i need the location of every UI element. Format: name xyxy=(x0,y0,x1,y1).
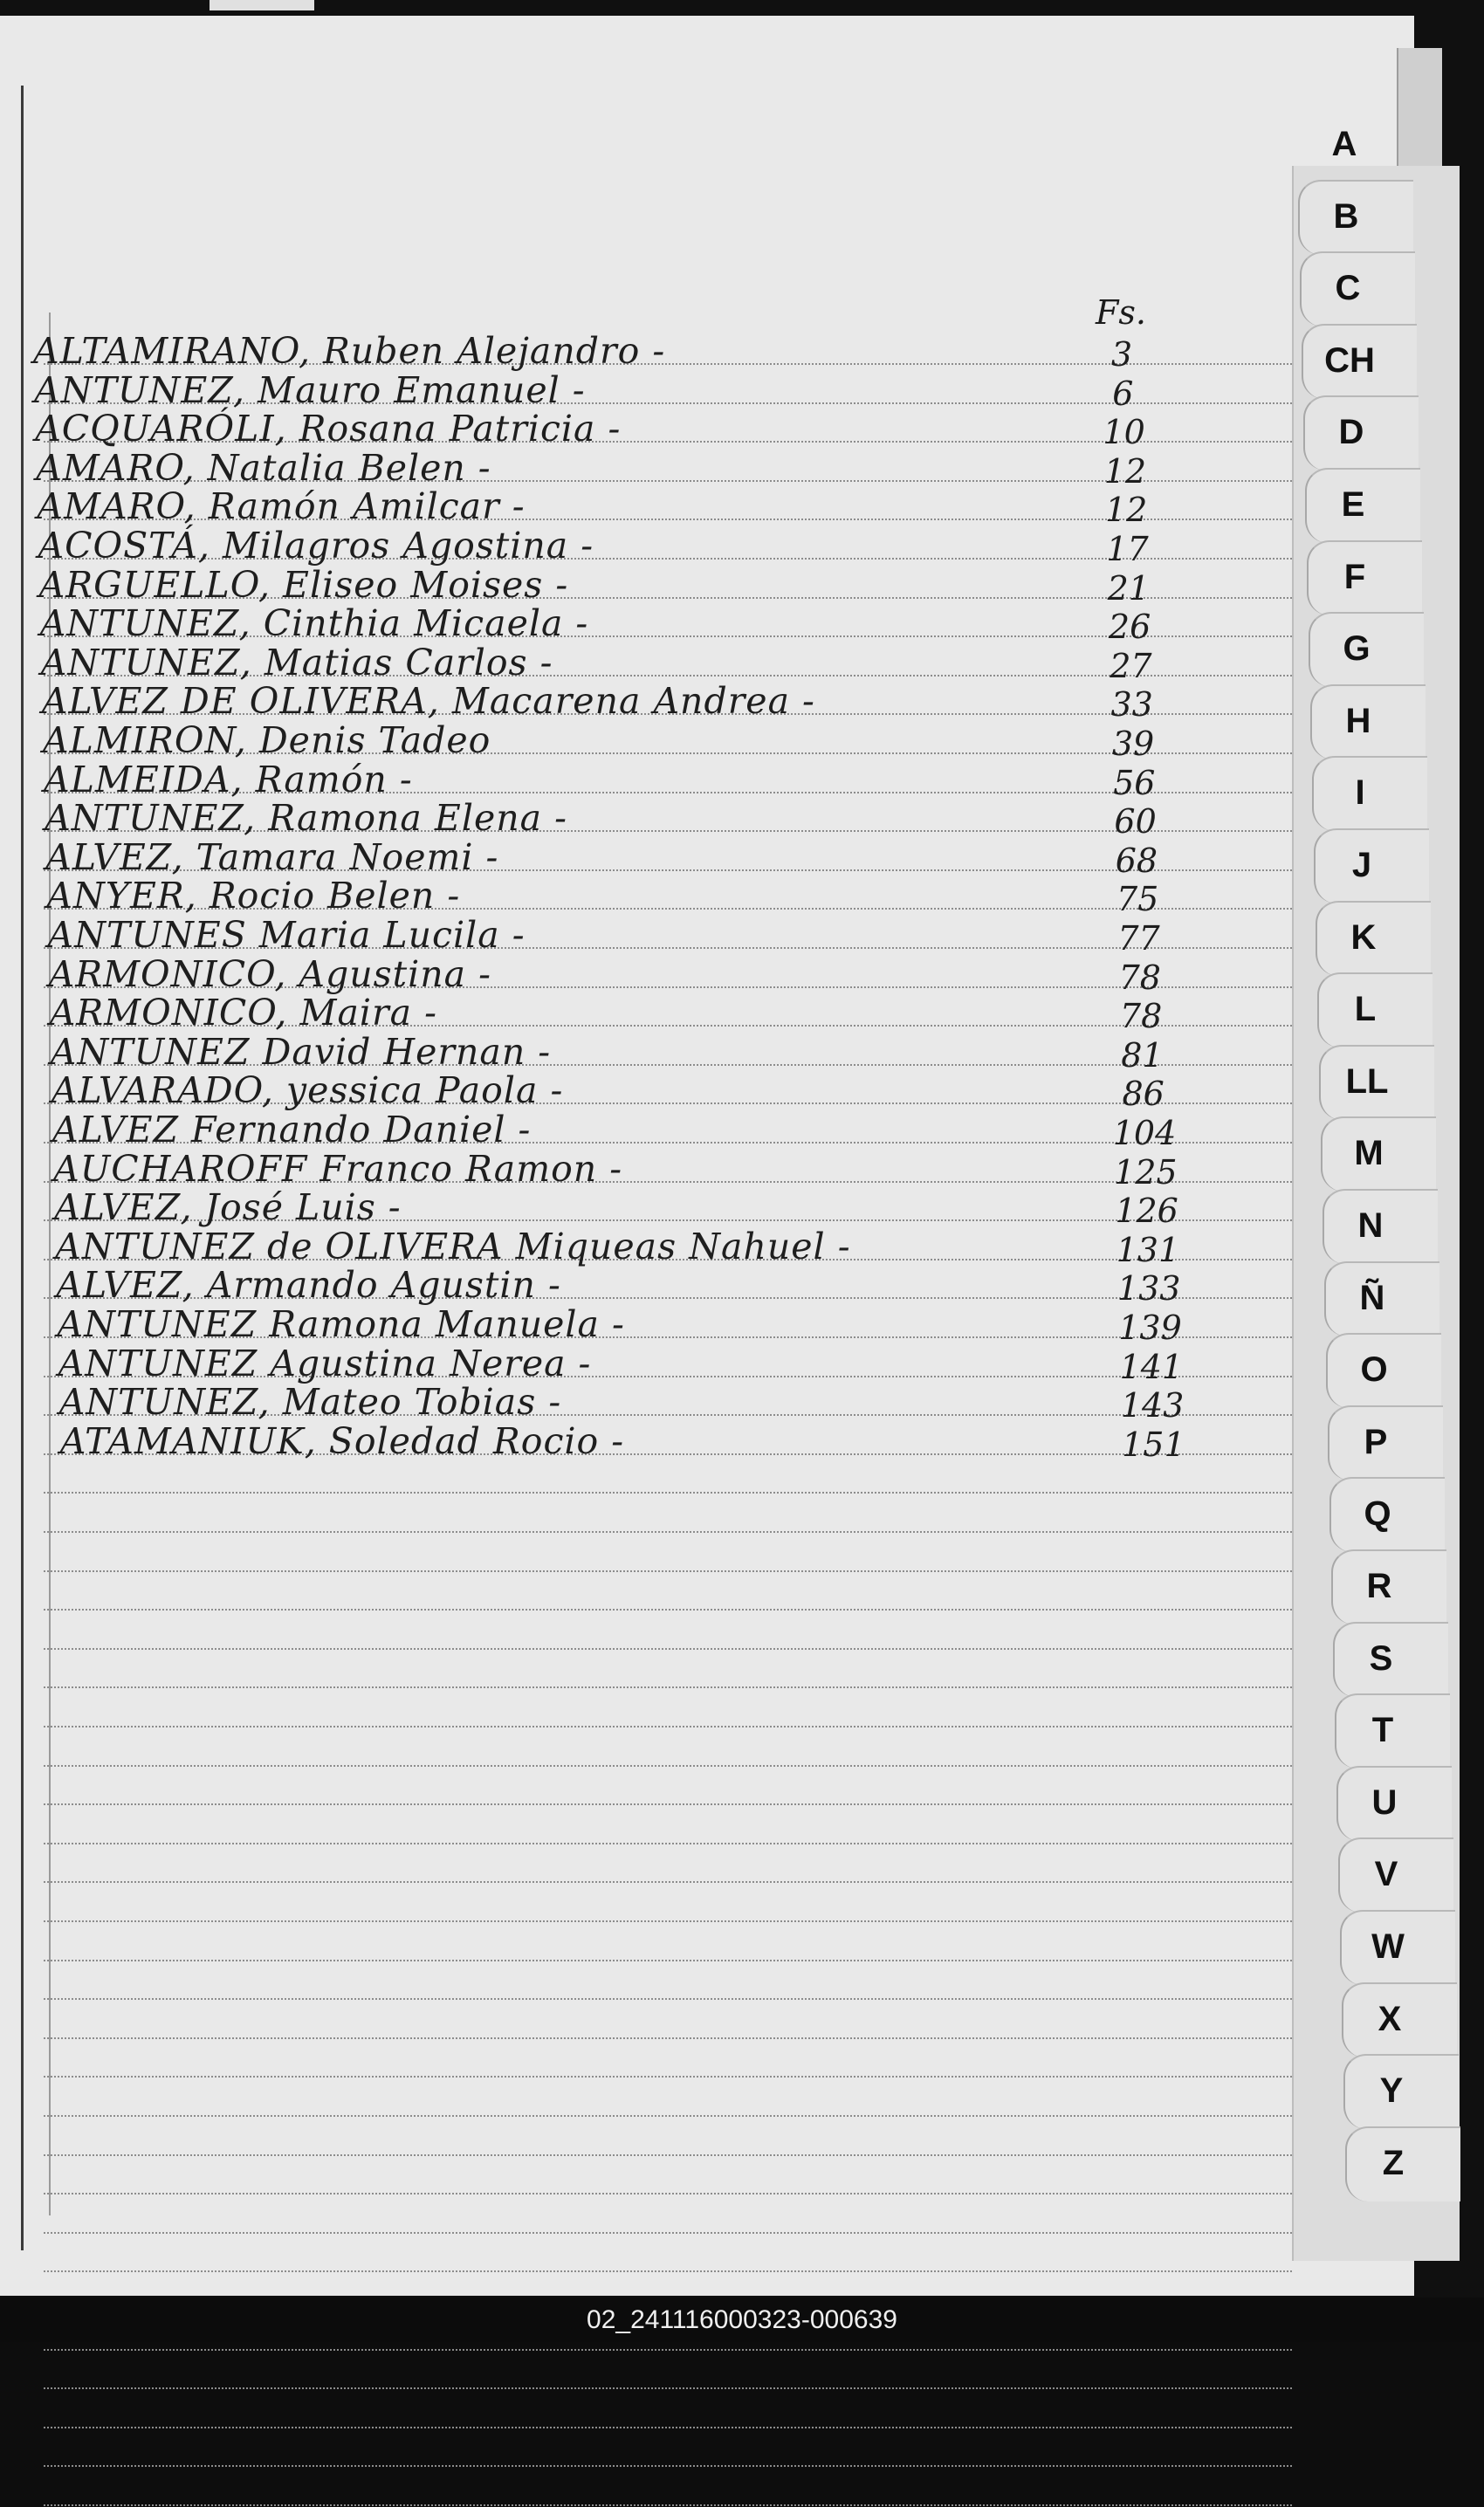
ledger-entry-folio: 68 xyxy=(1115,841,1158,880)
ledger-entry-folio: 33 xyxy=(1110,685,1153,725)
ledger-entry-folio: 143 xyxy=(1120,1386,1185,1425)
ruled-line xyxy=(44,2232,1292,2235)
ledger-entry-name: ANTUNEZ David Hernan - xyxy=(50,1030,552,1073)
ledger-entry-name: ALMEIDA, Ramón - xyxy=(44,758,413,800)
ledger-entry-folio: 3 xyxy=(1110,335,1133,374)
ledger-entry-name: ACOSTÁ, Milagros Agostina - xyxy=(38,525,594,567)
ledger-entry-folio: 131 xyxy=(1116,1230,1180,1269)
index-tab-g[interactable]: G xyxy=(1343,629,1371,669)
index-tab-ll[interactable]: LL xyxy=(1345,1061,1389,1101)
ledger-entry-folio: 21 xyxy=(1107,568,1150,608)
index-tab-r[interactable]: R xyxy=(1366,1567,1392,1605)
index-tab-b[interactable]: B xyxy=(1333,196,1359,236)
ledger-entry-folio: 75 xyxy=(1116,880,1159,919)
index-tab-y[interactable]: Y xyxy=(1379,2071,1404,2111)
index-tab-k[interactable]: K xyxy=(1350,917,1377,957)
ledger-entry-name: ANTUNEZ Agustina Nerea - xyxy=(58,1342,592,1384)
ledger-entry-name: ALVARADO, yessica Paola - xyxy=(51,1069,564,1112)
ledger-entry-folio: 10 xyxy=(1103,413,1145,452)
ledger-entry-folio: 60 xyxy=(1114,802,1157,841)
ledger-entry-name: ANTUNEZ, Mauro Emanuel - xyxy=(34,368,586,411)
ledger-entry-folio: 81 xyxy=(1121,1035,1164,1075)
index-tab-v[interactable]: V xyxy=(1374,1855,1398,1894)
ruled-line xyxy=(44,2270,1292,2273)
ruled-line xyxy=(44,1765,1292,1768)
index-tab-t[interactable]: T xyxy=(1371,1711,1394,1750)
ledger-entry-folio: 78 xyxy=(1119,997,1163,1036)
ledger-entry-folio: 125 xyxy=(1114,1152,1178,1192)
ruled-line xyxy=(44,2154,1292,2157)
ledger-entry-folio: 151 xyxy=(1122,1425,1185,1464)
top-edge-mark xyxy=(210,0,314,10)
ledger-entry-name: ATAMANIUK, Soledad Rocio - xyxy=(59,1419,625,1462)
index-tab-d[interactable]: D xyxy=(1338,413,1364,452)
ledger-entry-name: ARMONICO, Agustina - xyxy=(48,952,492,995)
ruled-line xyxy=(44,2076,1292,2078)
ledger-entry-name: ANTUNEZ Ramona Manuela - xyxy=(57,1303,625,1345)
image-id-caption: 02_241116000323-000639 xyxy=(587,2305,897,2334)
ruled-line xyxy=(44,1492,1292,1494)
ledger-entry-name: ALVEZ, Armando Agustin - xyxy=(56,1264,561,1307)
ledger-entry-name: ALVEZ DE OLIVERA, Macarena Andrea - xyxy=(41,680,815,723)
index-tab-c[interactable]: C xyxy=(1335,269,1361,308)
ledger-entry-folio: 27 xyxy=(1110,646,1152,685)
ledger-entry-folio: 77 xyxy=(1117,919,1160,958)
ledger-entry-name: ALTAMIRANO, Ruben Alejandro - xyxy=(33,330,666,372)
index-tab-a[interactable]: A xyxy=(1331,125,1357,163)
ruled-line xyxy=(44,2349,1292,2352)
ledger-entry-name: ALVEZ, Tamara Noemi - xyxy=(45,835,499,878)
ledger-entry-folio: 141 xyxy=(1119,1347,1184,1386)
ledger-entry-folio: 78 xyxy=(1118,958,1161,997)
ledger-entry-name: ARMONICO, Maira - xyxy=(49,992,437,1034)
index-tab-x[interactable]: X xyxy=(1378,1999,1402,2038)
index-tab-z[interactable]: Z xyxy=(1382,2143,1405,2182)
ruled-line xyxy=(44,1881,1292,1884)
index-tab-j[interactable]: J xyxy=(1351,846,1372,884)
ruled-line xyxy=(44,1686,1292,1689)
ledger-entry-folio: 6 xyxy=(1112,374,1134,413)
ruled-line xyxy=(44,1570,1292,1573)
ledger-entry-name: AMARO, Ramón Amilcar - xyxy=(37,485,526,528)
ruled-line xyxy=(44,2115,1292,2118)
ledger-entry-folio: 86 xyxy=(1122,1075,1165,1114)
ledger-entry-folio: 104 xyxy=(1112,1114,1177,1152)
ledger-entry-folio: 56 xyxy=(1113,763,1156,802)
ruled-line xyxy=(44,1843,1292,1845)
ledger-entry-name: ANTUNEZ de OLIVERA Miqueas Nahuel - xyxy=(55,1225,851,1267)
index-tab-ñ[interactable]: Ñ xyxy=(1359,1278,1385,1317)
index-tab-m[interactable]: M xyxy=(1354,1134,1384,1173)
ledger-entry-name: ARGUELLO, Eliseo Moises - xyxy=(38,563,569,606)
index-tab-o[interactable]: O xyxy=(1360,1350,1388,1390)
ruled-line xyxy=(44,2427,1292,2429)
ruled-line xyxy=(44,2465,1292,2468)
ruled-line xyxy=(44,1803,1292,1806)
ledger-entry-name: ANYER, Rocio Belen - xyxy=(46,875,461,917)
folio-column-header: Fs. xyxy=(1096,293,1146,332)
ruled-line xyxy=(44,1726,1292,1728)
ledger-entry-name: ALVEZ Fernando Daniel - xyxy=(52,1109,532,1150)
ledger-entry-folio: 26 xyxy=(1108,608,1151,647)
ledger-sheet xyxy=(0,16,1414,2296)
ledger-entry-folio: 39 xyxy=(1111,725,1155,763)
ruled-line xyxy=(44,2193,1292,2195)
ledger-entry-name: ANTUNEZ, Ramona Elena - xyxy=(45,797,567,840)
index-tab-q[interactable]: Q xyxy=(1364,1494,1391,1534)
ledger-entry-name: ACQUARÓLI, Rosana Patricia - xyxy=(35,408,622,450)
ruled-line xyxy=(44,1609,1292,1611)
index-tab-u[interactable]: U xyxy=(1371,1782,1398,1822)
ruled-line xyxy=(44,2037,1292,2040)
ledger-entry-name: AUCHAROFF Franco Ramon - xyxy=(53,1147,623,1190)
ledger-entry-name: ALMIRON, Denis Tadeo xyxy=(43,719,491,761)
index-tab-i[interactable]: I xyxy=(1355,773,1365,813)
ledger-entry-folio: 126 xyxy=(1115,1192,1178,1231)
index-tab-e[interactable]: E xyxy=(1341,485,1365,524)
index-tab-n[interactable]: N xyxy=(1357,1206,1384,1245)
ledger-entry-name: ANTUNEZ, Matias Carlos - xyxy=(40,641,553,683)
ruled-line xyxy=(44,1648,1292,1651)
index-tab-f[interactable]: F xyxy=(1343,557,1366,596)
ruled-line xyxy=(44,1531,1292,1534)
ledger-entry-name: ANTUNES Maria Lucila - xyxy=(47,914,526,956)
index-tab-ch[interactable]: CH xyxy=(1324,340,1375,380)
binding-line xyxy=(21,86,24,2250)
index-tab-h[interactable]: H xyxy=(1345,701,1371,740)
index-tab-s[interactable]: S xyxy=(1369,1638,1393,1678)
ledger-entry-folio: 17 xyxy=(1106,530,1149,568)
ledger-entry-name: ANTUNEZ, Cinthia Micaela - xyxy=(39,602,589,645)
ledger-entry-folio: 12 xyxy=(1105,491,1148,530)
ruled-line xyxy=(44,1960,1292,1962)
ledger-entry-name: ALVEZ, José Luis - xyxy=(54,1186,402,1229)
ruled-line xyxy=(44,2387,1292,2390)
ledger-entry-folio: 139 xyxy=(1118,1308,1182,1347)
ledger-entry-name: AMARO, Natalia Belen - xyxy=(36,446,491,489)
index-tab-p[interactable]: P xyxy=(1364,1422,1388,1461)
ruled-line xyxy=(44,1998,1292,2001)
index-tab-w[interactable]: W xyxy=(1371,1927,1405,1966)
ledger-entry-folio: 12 xyxy=(1103,451,1147,491)
index-tab-l[interactable]: L xyxy=(1354,990,1377,1029)
ruled-line xyxy=(44,1920,1292,1923)
ledger-entry-name: ANTUNEZ, Mateo Tobias - xyxy=(58,1381,562,1424)
ledger-entry-folio: 133 xyxy=(1116,1269,1181,1308)
